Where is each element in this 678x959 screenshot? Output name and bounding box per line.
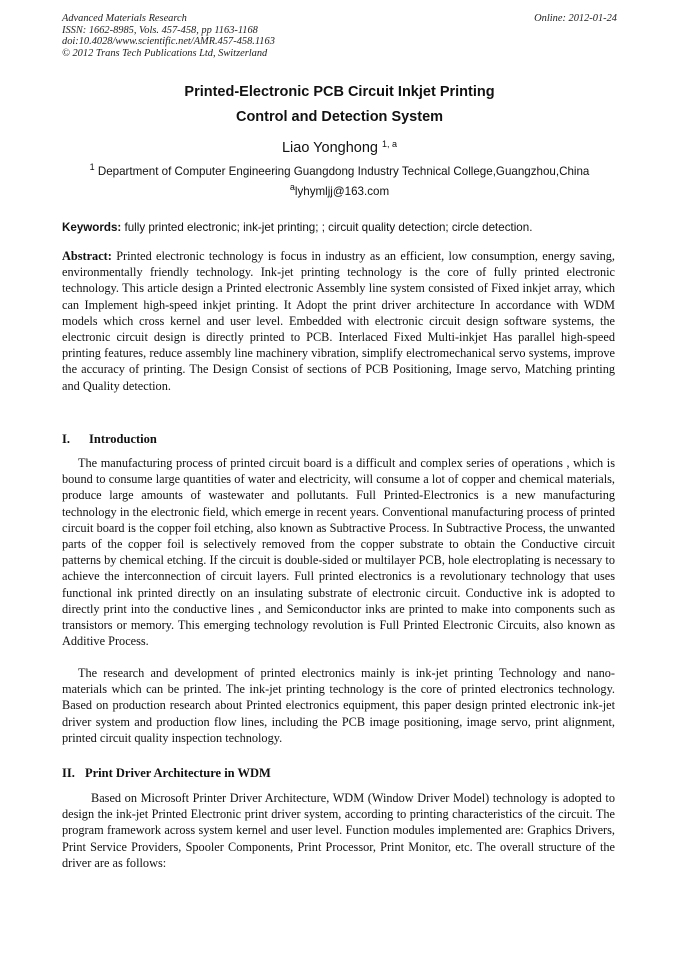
section-1-paragraph-1: The manufacturing process of printed circuit board is a difficult and complex series of operations , which is bound to consume large quantities of water and electricity, will consume a lot of copper and chemical materials, produce large amounts of wastewater and pollutants. Full Printed-Electronics is a new manufacturing technology in the electronic field, which emerge in recent years. Conventional manufacturing process of printed circuit board is the copper foil etching, also known as Subtractive Process. In Subtractive Process, the unwanted parts of the copper foil is selectively removed from the copper substrate to obtain the Conductive circuit patterns by chemical etching. If the circuit is double-sided or multilayer PCB, hole electroplating is necessary to achieve the interconnection of circuit layers. Full printed electronics is a revolutionary technology that uses functional ink printed directly on an insulating substrate of electronic circuit. Conductive ink is adopted to directly print into the conductive lines , and Semiconductor inks are printed to make into components such as transistors or memory. This emerging technology revolution is Full Printed Electronic Circuits, also known as Additive Process. [62, 456, 615, 649]
section-1-number: I. [62, 432, 70, 446]
paper-title [62, 80, 617, 129]
section-2-heading [62, 765, 271, 781]
title-line-1: Printed-Electronic PCB Circuit Inkjet Printing [184, 84, 495, 100]
keywords-label: Keywords: [62, 221, 122, 234]
author-line [62, 138, 617, 158]
online-date: Online: 2012-01-24 [534, 13, 617, 24]
section-2-paragraph-1: Based on Microsoft Printer Driver Architecture, WDM (Window Driver Model) technology is adopted to design the ink-jet Printed Electronic print driver system, according to printing characteristics of the circuit. The program framework across system kernel and user level. Function modules implemented are: Graphics Drivers, Print Service Providers, Spooler Components, Print Processor, Print Monitor, etc. The overall structure of the driver are as follows: [62, 791, 615, 870]
section-1-heading [62, 431, 157, 447]
email-line [62, 184, 617, 200]
abstract-label: Abstract: [62, 249, 112, 263]
section-2-number: II. [62, 766, 75, 780]
affiliation-line [62, 164, 617, 180]
author-name: Liao Yonghong [281, 140, 378, 156]
author-superscript: 1, a [382, 139, 398, 149]
affiliation-mark: 1 [89, 162, 95, 172]
copyright-line: © 2012 Trans Tech Publications Ltd, Switzerland [62, 47, 268, 59]
journal-header [62, 13, 617, 59]
doi-line: doi:10.4028/www.scientific.net/AMR.457-458.1163 [62, 36, 275, 48]
keywords-text: fully printed electronic; ink-jet printing; ; circuit quality detection; circle detection. [124, 221, 533, 234]
title-line-2: Control and Detection System [235, 108, 444, 125]
affiliation-text: Department of Computer Engineering Guangdong Industry Technical College,Guangzhou,China [97, 165, 590, 178]
author-email: lyhymljj@163.com [294, 185, 390, 198]
section-2-title: Print Driver Architecture in WDM [85, 766, 271, 780]
keywords-line [62, 220, 617, 236]
abstract-text: Printed electronic technology is focus in industry as an efficient, low consumption, energy saving, environmentally friendly technology. Ink-jet printing technology is the core of fully printed electronic technology. This article design a Printed electronic Assembly line system consisted of Fixed inkjet array, which can Implement high-speed inkjet printing. It Adopt the print driver architecture In accordance with WDM models which cross kernel and user level. Embedded with electronic circuit design software systems, the electronic circuit design is directly printed to PCB. Interlaced Fixed Multi-inkjet Has parallel high-speed printing features, reduce assembly line machinery vibration, simplify electromechanical servo systems, improve the accuracy of printing. The Design Consist of sections of PCB Positioning, Image servo, Matching printing and Quality detection. [62, 249, 616, 393]
abstract [62, 248, 615, 394]
journal-name: Advanced Materials Research [62, 13, 187, 24]
email-mark: a [289, 182, 295, 192]
section-1-paragraph-2: The research and development of printed electronics mainly is ink-jet printing Technology and nano-materials which can be printed. The ink-jet printing technology is the core of printed electronics technology. Based on production research about Printed electronics equipment, this paper design printed electronic ink-jet driver system and production flow lines, including the PCB image positioning, image servo, print alignment, printed circuit quality inspection technology. [62, 666, 615, 745]
section-1-title: Introduction [89, 432, 157, 446]
issn-line: ISSN: 1662-8985, Vols. 457-458, pp 1163-1168 [62, 24, 258, 36]
